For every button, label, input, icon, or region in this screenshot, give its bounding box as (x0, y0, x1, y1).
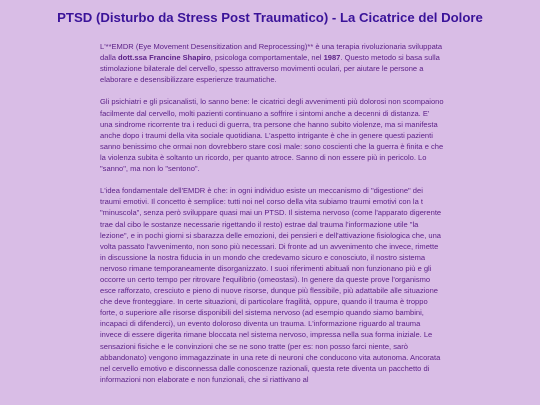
intro-text-end: . Questo metodo si basa sulla stimolazione bilaterale del cervello, spesso attraverso movimenti oculari, per aiutare le persone a elaborare e desensibilizzare esperienze traumatiche. (100, 53, 440, 85)
intro-text-start: L'**EMDR (Eye Movement Desensitization and Reprocessing)** è una terapia rivoluzionaria sviluppata dalla (100, 42, 443, 63)
year-highlight: 1987 (323, 53, 341, 63)
article-body (100, 41, 444, 396)
paragraph-trauma-scars: Gli psichiatri e gli psicanalisti, lo sanno bene: le cicatrici degli avvenimenti più dolorosi non scompaiono facilmente dal cervello, molti pazienti continuano a soffrire i sintomi anche a decenni di distanza. E' una sindrome ricorrente tra i reduci di guerra, tra persone che hanno subito violenze, ma si manifesta anche dopo i traumi della vita sociale quotidiana. L'aspetto intrigante è che in genere questi pazienti sanno benissimo che ormai non dovrebbero stare così male: sono coscienti che la guerra è finita e che la violenza subita è soltanto un ricordo, per quanto atroce. Sanno di non essere più in pericolo. Lo "sanno", ma non lo "sentono". (100, 97, 444, 174)
paragraph-emdr-intro (100, 41, 444, 85)
paragraph-emdr-idea: L'idea fondamentale dell'EMDR è che: in ogni individuo esiste un meccanismo di "digestione" dei traumi emotivi. Il concetto è semplice: tutti noi nel corso della vita subiamo traumi emotivi con la t "minuscola", senza però sviluppare quasi mai un PTSD. Il sistema nervoso (come l'apparato digerente trae dal cibo le sostanze necessarie rigettando il resto) estrae dal trauma l'informazione utile "la lezione", e in pochi giorni si sbarazza delle emozioni, dei pensieri e dell'attivazione fisiologica che, una volta passato l'avvenimento, non sono più necessari. Di fronte ad un avvenimento che invece, rimette in discussione la nostra fiducia in un mondo che credevamo sicuro e conosciuto, il nostro sistema nervoso rimane temporaneamente disorganizzato. I suoi riferimenti abituali non funzionano più e gli occorre un certo tempo per ritrovare l'equilibrio (omeostasi). In genere da queste prove l'organismo esce rafforzato, cresciuto e pieno di nuove risorse, dunque più flessibile, più adattabile alle situazione che deve fronteggiare. In certe situazioni, di particolare fragilità, oppure, quando il trauma è troppo forte, o superiore alle risorse disponibili del sistema nervoso (ad esempio quando siamo bambini, incapaci di difenderci), un evento doloroso diventa un trauma. L'informazione riguardo al trauma invece di essere digerita rimane bloccata nel sistema nervoso, impressa nella sua forma iniziale. Le sensazioni fisiche e le convinzioni che se ne sono tratte (per es: non posso farci niente, sarò abbandonato) vengono immagazzinate in una rete di neuroni che conducono vita autonoma. Ancorata nel cervello emotivo e disconnessa dalle conoscenze razionali, questa rete diventa un pacchetto di informazioni non elaborate e non funzionali, che si riattivano al (100, 186, 442, 384)
intro-text-middle: , psicologa comportamentale, nel (210, 53, 324, 63)
page-title: PTSD (Disturbo da Stress Post Traumatico) - La Cicatrice del Dolore (57, 10, 483, 25)
author-name: dott.ssa Francine Shapiro (118, 53, 211, 63)
